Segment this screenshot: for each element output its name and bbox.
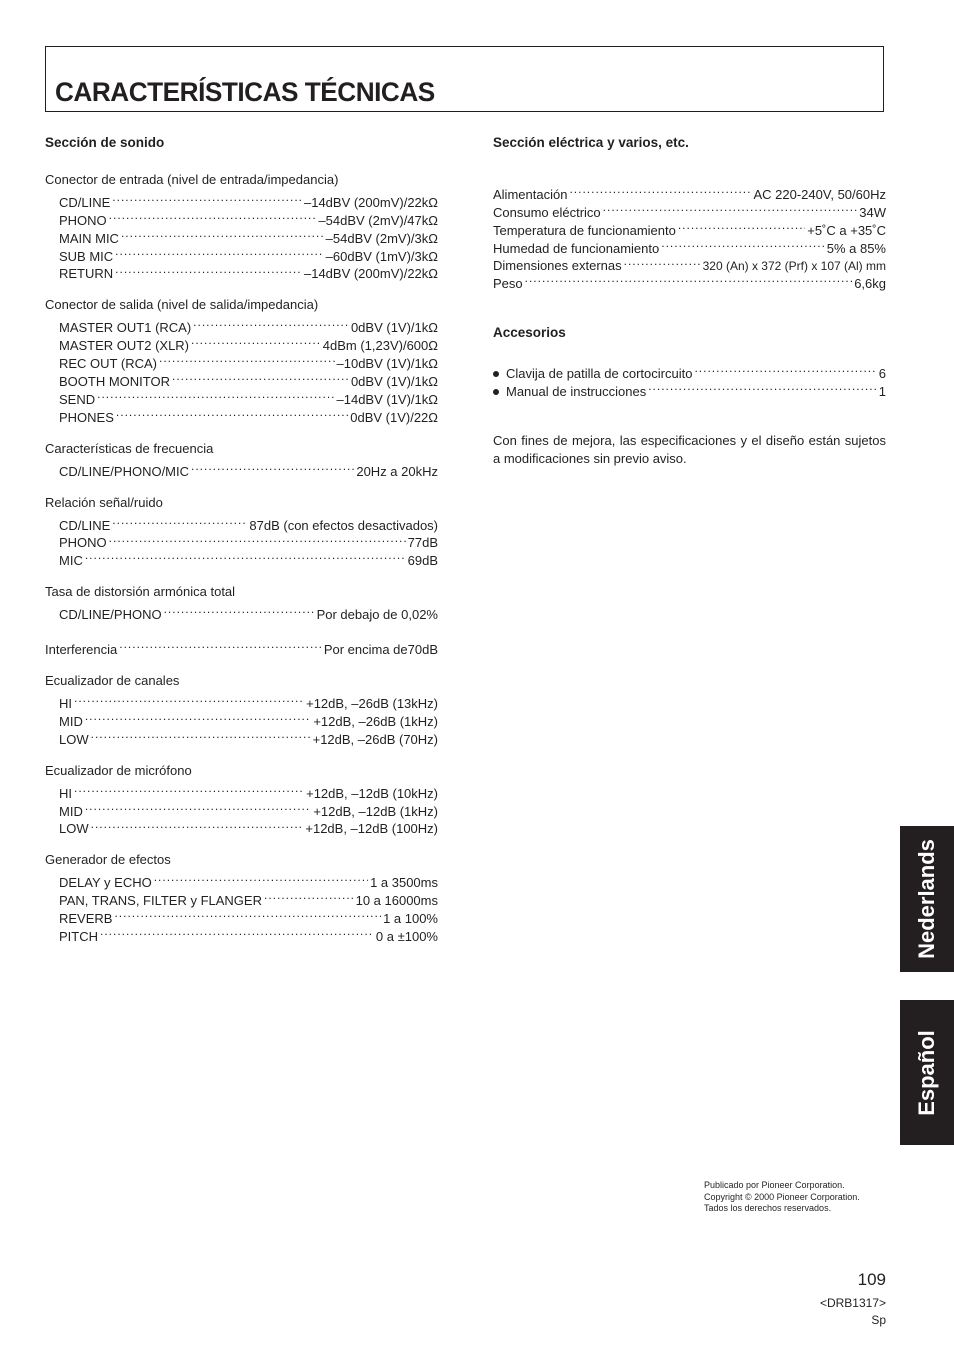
spec-label: Peso — [493, 276, 523, 292]
dot-leader — [193, 314, 349, 332]
interference-row — [45, 636, 438, 658]
spec-row — [45, 512, 438, 533]
dot-leader — [119, 636, 322, 654]
spec-label: PHONO — [59, 535, 107, 551]
spec-value: –14dBV (200mV)/22kΩ — [303, 266, 438, 282]
publisher-info — [704, 1180, 860, 1215]
rights-line: Tados los derechos reservados. — [704, 1203, 832, 1213]
page-number: 109 — [857, 1270, 886, 1289]
spec-label: Alimentación — [493, 186, 568, 202]
spec-value: 0dBV (1V)/22Ω — [350, 409, 438, 425]
spec-label: CD/LINE/PHONO — [59, 607, 162, 623]
spec-value: 4dBm (1,23V)/600Ω — [322, 338, 438, 354]
spec-value: +12dB, –26dB (1kHz) — [313, 713, 438, 729]
spec-label: BOOTH MONITOR — [59, 374, 170, 390]
spec-label: MID — [59, 803, 83, 819]
dot-leader — [109, 207, 317, 225]
accessory-label: Manual de instrucciones — [506, 384, 647, 400]
spec-label: MASTER OUT1 (RCA) — [59, 320, 192, 336]
dot-leader — [91, 816, 304, 834]
input-connector-title: Conector de entrada (nivel de entrada/impedancia) — [45, 172, 339, 187]
spec-value: +5˚C a +35˚C — [807, 222, 886, 238]
dot-leader — [114, 905, 381, 923]
spec-row — [45, 690, 438, 712]
dot-leader — [172, 368, 349, 386]
spec-value: –54dBV (2mV)/3kΩ — [325, 230, 438, 246]
spec-value: 5% a 85% — [826, 240, 886, 256]
spec-value: +12dB, –12dB (100Hz) — [305, 821, 438, 837]
dot-leader — [74, 690, 304, 708]
accessory-row — [493, 360, 886, 382]
doc-code-block — [820, 1295, 886, 1329]
spec-row — [493, 181, 886, 202]
spec-row — [45, 189, 438, 210]
dot-leader — [569, 181, 751, 199]
publisher-line: Publicado por Pioneer Corporation. — [704, 1180, 845, 1190]
electrical-section — [493, 134, 886, 468]
mic-eq-title: Ecualizador de micrófono — [45, 762, 192, 778]
dot-leader — [603, 199, 858, 217]
spec-row — [45, 601, 438, 623]
thd-title: Tasa de distorsión armónica total — [45, 584, 236, 600]
spec-value: 1 a 3500ms — [370, 875, 438, 891]
spec-row — [45, 923, 438, 945]
spec-value: 0dBV (1V)/1kΩ — [350, 320, 438, 336]
accessory-qty: 6 — [878, 366, 886, 382]
spec-value: 87dB (con efectos desactivados) — [249, 517, 438, 533]
spec-value: +12dB, –12dB (1kHz) — [313, 803, 438, 819]
dot-leader — [115, 243, 324, 261]
spec-value: –10dBV (1V)/1kΩ — [336, 356, 438, 372]
spec-label: HI — [59, 785, 72, 801]
spec-value: Por encima de70dB — [323, 642, 438, 658]
dot-leader — [164, 601, 315, 619]
frequency-title: Características de frecuencia — [45, 440, 214, 456]
spec-label: PHONO — [59, 212, 107, 228]
dot-leader — [85, 798, 312, 816]
spec-label: SUB MIC — [59, 248, 114, 264]
dot-leader — [159, 350, 335, 368]
dot-leader — [525, 270, 853, 288]
spec-label: PAN, TRANS, FILTER y FLANGER — [59, 893, 262, 909]
spec-value: –14dBV (200mV)/22kΩ — [303, 194, 438, 210]
spec-value: 1 a 100% — [383, 911, 438, 927]
spec-value: –60dBV (1mV)/3kΩ — [325, 248, 438, 264]
bullet-icon — [493, 389, 499, 395]
dot-leader — [648, 378, 877, 396]
dot-leader — [678, 217, 805, 235]
title-box — [45, 46, 884, 112]
output-connector-title: Conector de salida (nivel de salida/impedancia) — [45, 297, 319, 313]
dot-leader — [112, 189, 302, 207]
spec-label: RETURN — [59, 266, 114, 282]
accessory-qty: 1 — [878, 384, 886, 400]
spec-value: AC 220-240V, 50/60Hz — [753, 186, 886, 202]
spec-value: +12dB, –12dB (10kHz) — [306, 785, 438, 801]
dot-leader — [85, 547, 406, 565]
snr-title: Relación señal/ruido — [45, 494, 163, 510]
dot-leader — [121, 225, 324, 243]
spec-value: 10 a 16000ms — [355, 893, 438, 909]
dot-leader — [74, 780, 304, 798]
spec-label: LOW — [59, 821, 89, 837]
tab-espanol-label: Español — [914, 1029, 939, 1116]
spec-value: 0dBV (1V)/1kΩ — [350, 374, 438, 390]
dot-leader — [116, 404, 348, 422]
spec-value: 20Hz a 20kHz — [356, 463, 438, 479]
spec-value: –14dBV (1V)/1kΩ — [336, 391, 438, 407]
spec-label: SEND — [59, 391, 96, 407]
bullet-icon — [493, 371, 499, 377]
spec-value: 34W — [859, 204, 886, 220]
spec-value: 6,6kg — [854, 276, 886, 292]
spec-label: PHONES — [59, 409, 114, 425]
accessory-label: Clavija de patilla de cortocircuito — [506, 366, 693, 382]
spec-label: MASTER OUT2 (XLR) — [59, 338, 190, 354]
spec-label: PITCH — [59, 929, 98, 945]
spec-value: 69dB — [407, 553, 438, 569]
dot-leader — [85, 708, 312, 726]
spec-row — [45, 314, 438, 336]
spec-row — [45, 869, 438, 891]
channel-eq-title: Ecualizador de canales — [45, 673, 180, 689]
spec-label: MID — [59, 713, 83, 729]
spec-label: Humedad de funcionamiento — [493, 240, 660, 256]
doc-code: <DRB1317> — [819, 1296, 886, 1310]
spec-row — [45, 780, 438, 801]
dot-leader — [191, 458, 354, 476]
spec-label: Interferencia — [45, 642, 118, 658]
tab-espanol — [900, 1000, 954, 1145]
spec-value: 0 a ±100% — [375, 929, 438, 945]
spec-value: 320 (An) x 372 (Prf) x 107 (Al) mm — [702, 259, 886, 274]
spec-label: REC OUT (RCA) — [59, 356, 157, 372]
dot-leader — [115, 261, 302, 279]
copyright-line: Copyright © 2000 Pioneer Corporation. — [704, 1191, 860, 1202]
page-title: CARACTERÍSTICAS TÉCNICAS — [55, 77, 435, 107]
dot-leader — [624, 253, 701, 271]
dot-leader — [154, 869, 368, 887]
dot-leader — [661, 235, 825, 253]
spec-label: CD/LINE/PHONO/MIC — [59, 463, 190, 479]
spec-value: +12dB, –26dB (13kHz) — [306, 696, 438, 712]
spec-label: CD/LINE — [59, 517, 111, 533]
sound-section-heading: Sección de sonido — [45, 135, 165, 150]
spec-value: +12dB, –26dB (70Hz) — [312, 731, 438, 747]
accessories-heading: Accesorios — [493, 325, 566, 341]
spec-label: REVERB — [59, 911, 113, 927]
spec-value: –54dBV (2mV)/47kΩ — [318, 212, 438, 228]
spec-label: Consumo eléctrico — [493, 204, 601, 220]
dot-leader — [112, 512, 247, 530]
dot-leader — [694, 360, 876, 378]
tab-nederlands-label: Nederlands — [914, 839, 939, 959]
dot-leader — [109, 530, 406, 548]
electrical-section-heading: Sección eléctrica y varios, etc. — [493, 135, 689, 150]
spec-label: Dimensiones externas — [493, 258, 622, 274]
sound-section — [45, 134, 438, 945]
spec-label: CD/LINE — [59, 194, 111, 210]
spec-row — [45, 547, 438, 569]
spec-label: HI — [59, 696, 72, 712]
tab-nederlands — [900, 826, 954, 972]
spec-label: Temperatura de funcionamiento — [493, 222, 676, 238]
spec-value: 77dB — [407, 535, 438, 551]
spec-row — [45, 458, 438, 479]
dot-leader — [91, 726, 311, 744]
spec-row — [493, 270, 886, 292]
lang-code: Sp — [871, 1313, 886, 1327]
dot-leader — [264, 887, 354, 905]
dot-leader — [97, 386, 334, 404]
spec-label: LOW — [59, 731, 89, 747]
spec-value: Por debajo de 0,02% — [316, 607, 438, 623]
disclaimer-note: Con fines de mejora, las especificaciones y el diseño están sujetos a modificaciones sin previo aviso. — [493, 433, 886, 467]
spec-label: MIC — [59, 553, 83, 569]
dot-leader — [100, 923, 374, 941]
effects-title: Generador de efectos — [45, 852, 171, 868]
spec-label: DELAY y ECHO — [59, 875, 152, 891]
spec-label: MAIN MIC — [59, 230, 119, 246]
dot-leader — [191, 332, 321, 350]
